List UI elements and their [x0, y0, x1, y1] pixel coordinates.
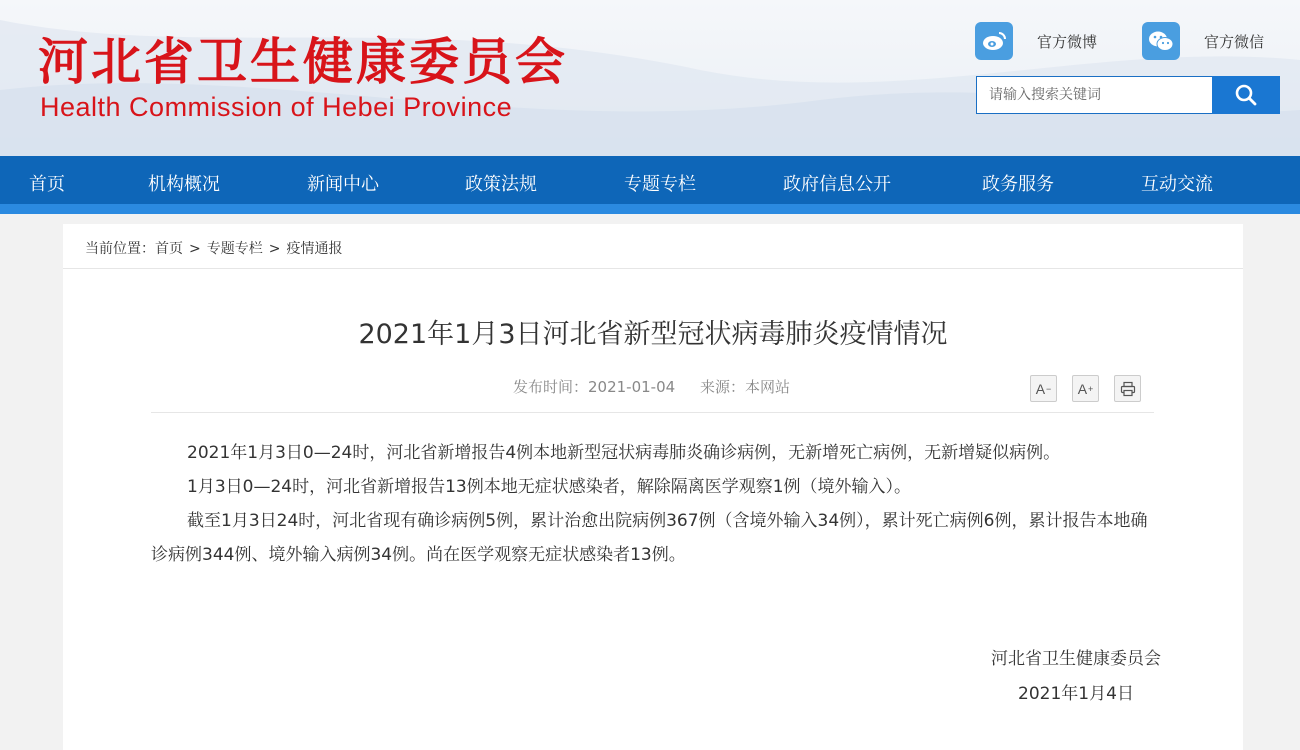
- font-decrease-button[interactable]: A −: [1030, 375, 1057, 402]
- nav-item-policy[interactable]: 政策法规: [465, 174, 537, 195]
- wechat-label: 官方微信: [1204, 32, 1265, 51]
- nav-item-services[interactable]: 政务服务: [982, 174, 1054, 195]
- article-container: [63, 224, 1243, 750]
- breadcrumb-separator: >: [268, 241, 281, 257]
- paragraph: 1月3日0—24时，河北省新增报告13例本地无症状感染者，解除隔离医学观察1例（境外输入）。: [187, 477, 912, 497]
- search-bar: [976, 76, 1280, 114]
- divider: [63, 268, 1243, 269]
- weibo-label: 官方微博: [1037, 32, 1098, 51]
- nav-item-topics[interactable]: 专题专栏: [624, 174, 696, 195]
- breadcrumb-topics[interactable]: 专题专栏: [206, 241, 263, 257]
- paragraph: 2021年1月3日0—24时，河北省新增报告4例本地新型冠状病毒肺炎确诊病例，无新增死亡病例，无新增疑似病例。: [187, 443, 1061, 463]
- sign-date: 2021年1月4日: [1018, 684, 1134, 704]
- publish-time: 发布时间：2021-01-04: [513, 378, 676, 396]
- print-button[interactable]: [1114, 375, 1141, 402]
- article-meta: [513, 376, 790, 397]
- search-button[interactable]: [1212, 76, 1280, 114]
- paragraph: 截至1月3日24时，河北省现有确诊病例5例，累计治愈出院病例367例（含境外输入34例），累计死亡病例6例，累计报告本地确诊病例344例、境外输入病例34例。尚在医学观察无症状感染者13例。: [151, 511, 1148, 565]
- search-input[interactable]: [976, 76, 1212, 114]
- signature: 河北省卫生健康委员会: [991, 649, 1161, 669]
- article-tools: [1030, 375, 1156, 402]
- breadcrumb-separator: >: [189, 241, 201, 257]
- breadcrumb-prefix: 当前位置：: [85, 241, 155, 257]
- site-title-en[interactable]: Health Commission of Hebei Province: [40, 92, 513, 122]
- weibo-link[interactable]: [975, 22, 1097, 60]
- main-nav: [0, 156, 1300, 214]
- nav-item-interaction[interactable]: 互动交流: [1141, 174, 1213, 195]
- nav-item-news[interactable]: 新闻中心: [307, 174, 379, 195]
- divider: [151, 412, 1154, 413]
- wechat-icon: [1142, 22, 1180, 60]
- article-body: [151, 436, 1157, 572]
- font-increase-button[interactable]: A +: [1072, 375, 1099, 402]
- article-source: 来源：本网站: [699, 378, 790, 396]
- breadcrumb: [85, 238, 342, 258]
- nav-item-about[interactable]: 机构概况: [148, 174, 220, 195]
- nav-item-home[interactable]: 首页: [29, 174, 65, 195]
- article-title: 2021年1月3日河北省新型冠状病毒肺炎疫情情况: [358, 319, 948, 350]
- search-icon: [1234, 83, 1258, 107]
- wechat-link[interactable]: [1142, 22, 1264, 60]
- site-title-cn[interactable]: 河北省卫生健康委员会: [38, 33, 568, 91]
- nav-item-disclosure[interactable]: 政府信息公开: [783, 174, 891, 195]
- breadcrumb-epidemic[interactable]: 疫情通报: [286, 241, 343, 257]
- weibo-icon: [975, 22, 1013, 60]
- breadcrumb-home[interactable]: 首页: [155, 241, 183, 257]
- site-header: [0, 0, 1300, 156]
- print-icon: [1120, 381, 1136, 397]
